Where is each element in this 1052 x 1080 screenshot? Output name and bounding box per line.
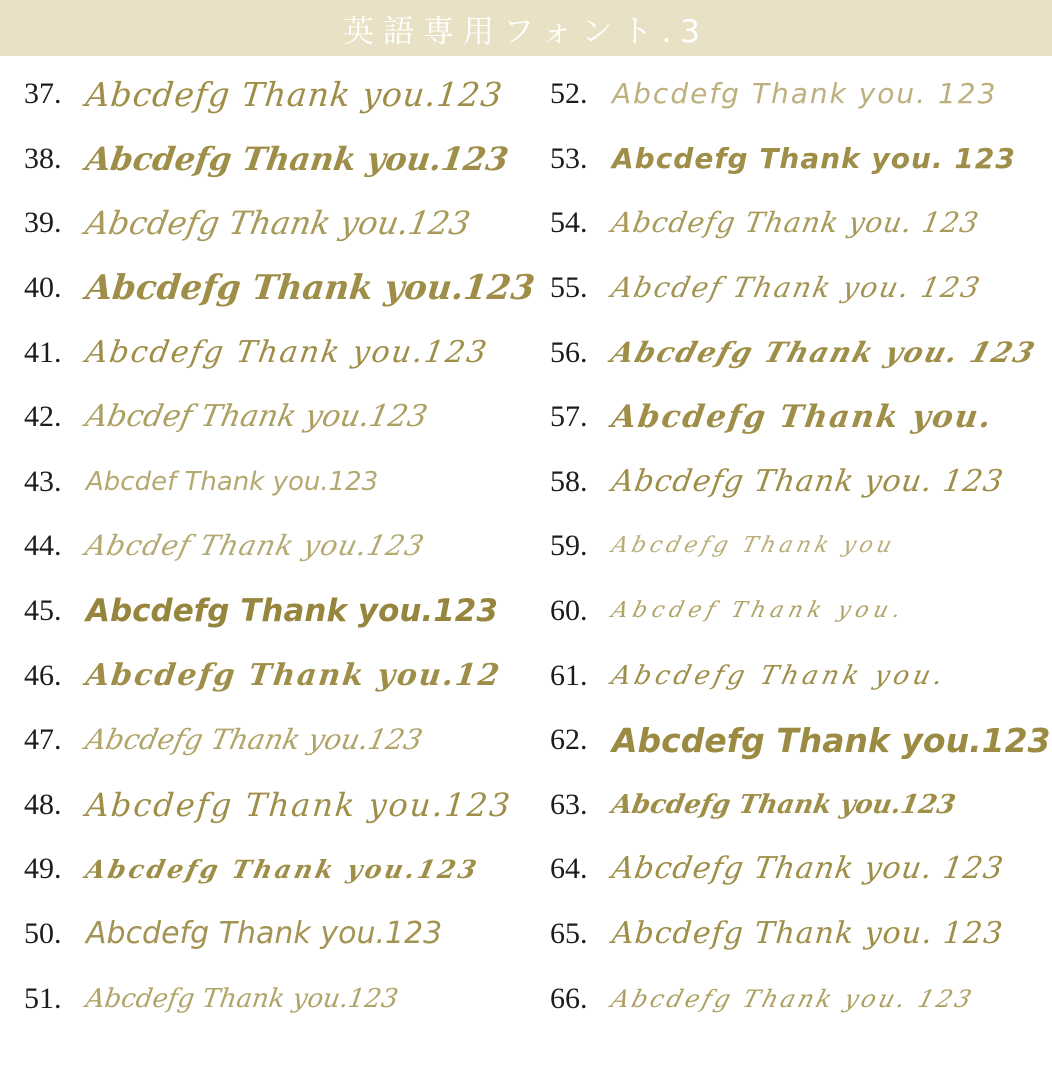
font-sample: Abcdefg Thank you. 123 [608, 984, 978, 1013]
font-sample: Abcdef Thank you.123 [82, 529, 428, 563]
font-number: 42. [24, 400, 62, 434]
row-43 [0, 450, 526, 515]
font-number: 66. [550, 981, 588, 1015]
font-number: 57. [550, 400, 588, 434]
row-44 [0, 514, 526, 579]
font-number: 50. [24, 917, 62, 951]
row-59 [526, 514, 1052, 579]
row-50 [0, 902, 526, 967]
font-number: 51. [24, 981, 62, 1015]
font-number: 43. [24, 464, 62, 498]
font-sample: Abcdefg Thank you.12 [83, 657, 504, 693]
font-number: 46. [24, 658, 62, 692]
row-46 [0, 643, 526, 708]
row-42 [0, 385, 526, 450]
row-62 [526, 708, 1052, 773]
font-number: 40. [24, 271, 62, 305]
row-61 [526, 643, 1052, 708]
font-sample: Abcdefg Thank you.123 [83, 268, 537, 309]
font-number: 65. [550, 917, 588, 951]
font-number: 52. [550, 77, 588, 111]
font-sample: Abcdefg Thank you.123 [612, 720, 1051, 760]
header-banner [0, 0, 1052, 56]
font-number: 64. [550, 852, 588, 886]
font-number: 60. [550, 594, 588, 628]
font-number: 56. [550, 335, 588, 369]
font-sample: Abcdefg Thank you.123 [83, 74, 505, 114]
font-number: 62. [550, 723, 588, 757]
font-sample: Abcdefg Thank you. 123 [612, 77, 998, 111]
page-title: 英語専用フォント.3 [342, 13, 710, 50]
font-sample: Abcdefg Thank you.123 [83, 139, 511, 178]
font-sample: Abcdef Thank you.123 [82, 399, 431, 435]
font-sample: Abcdef Thank you. 123 [608, 271, 985, 305]
font-sample: Abcdefg Thank you.123 [82, 723, 426, 757]
font-sample: Abcdefg Thank you.123 [86, 916, 443, 952]
font-number: 63. [550, 787, 588, 821]
font-sample: Abcdefg Thank you. 123 [609, 206, 982, 240]
font-sample: Abcdefg Thank you.123 [609, 789, 958, 820]
row-56 [526, 320, 1052, 385]
font-sample-list [0, 62, 1052, 1042]
font-number: 55. [550, 271, 588, 305]
row-41 [0, 320, 526, 385]
font-number: 45. [24, 594, 62, 628]
row-52 [526, 62, 1052, 127]
font-number: 37. [24, 77, 62, 111]
font-sample: Abcdefg Thank you.123 [83, 983, 400, 1014]
row-65 [526, 902, 1052, 967]
font-sample: Abcdef Thank you. [609, 598, 909, 624]
row-66 [526, 966, 1052, 1031]
font-sample: Abcdefg Thank you. [609, 398, 995, 435]
row-38 [0, 127, 526, 192]
font-sample: Abcdefg Thank you. [608, 660, 950, 691]
font-sample: Abcdefg Thank you.123 [83, 334, 491, 370]
font-sample: Abcdefg Thank you. 123 [610, 916, 1005, 952]
font-number: 61. [550, 658, 588, 692]
font-number: 47. [24, 723, 62, 757]
font-number: 53. [550, 141, 588, 175]
font-number: 49. [24, 852, 62, 886]
row-39 [0, 191, 526, 256]
row-51 [0, 966, 526, 1031]
row-54 [526, 191, 1052, 256]
row-53 [526, 127, 1052, 192]
row-40 [0, 256, 537, 321]
row-64 [526, 837, 1052, 902]
font-number: 44. [24, 529, 62, 563]
row-47 [0, 708, 526, 773]
font-number: 54. [550, 206, 588, 240]
font-sample: Abcdefg Thank you. 123 [609, 851, 1007, 887]
font-sample: Abcdefg Thank you [609, 533, 899, 559]
right-column [526, 62, 1052, 1042]
font-sample: Abcdefg Thank you.123 [84, 785, 514, 824]
row-55 [526, 256, 1052, 321]
row-37 [0, 62, 526, 127]
font-sample: Abcdefg Thank you. 123 [612, 141, 1016, 175]
font-sample: Abcdefg Thank you. 123 [609, 463, 1007, 499]
font-sample: Abcdef Thank you.123 [86, 466, 379, 497]
font-number: 48. [24, 787, 62, 821]
row-58 [526, 450, 1052, 515]
font-number: 59. [550, 529, 588, 563]
font-sample: Abcdefg Thank you.123 [86, 592, 498, 629]
font-number: 39. [24, 206, 62, 240]
font-sample: Abcdefg Thank you.123 [82, 204, 474, 243]
row-49 [0, 837, 526, 902]
left-column [0, 62, 537, 1042]
row-60 [526, 579, 1052, 644]
row-63 [526, 773, 1052, 838]
font-number: 38. [24, 141, 62, 175]
row-48 [0, 773, 526, 838]
font-sample: Abcdefg Thank you. 123 [607, 335, 1041, 369]
font-sample: Abcdefg Thank you.123 [82, 854, 482, 884]
font-number: 58. [550, 464, 588, 498]
row-57 [526, 385, 1052, 450]
font-number: 41. [24, 335, 62, 369]
row-45 [0, 579, 526, 644]
